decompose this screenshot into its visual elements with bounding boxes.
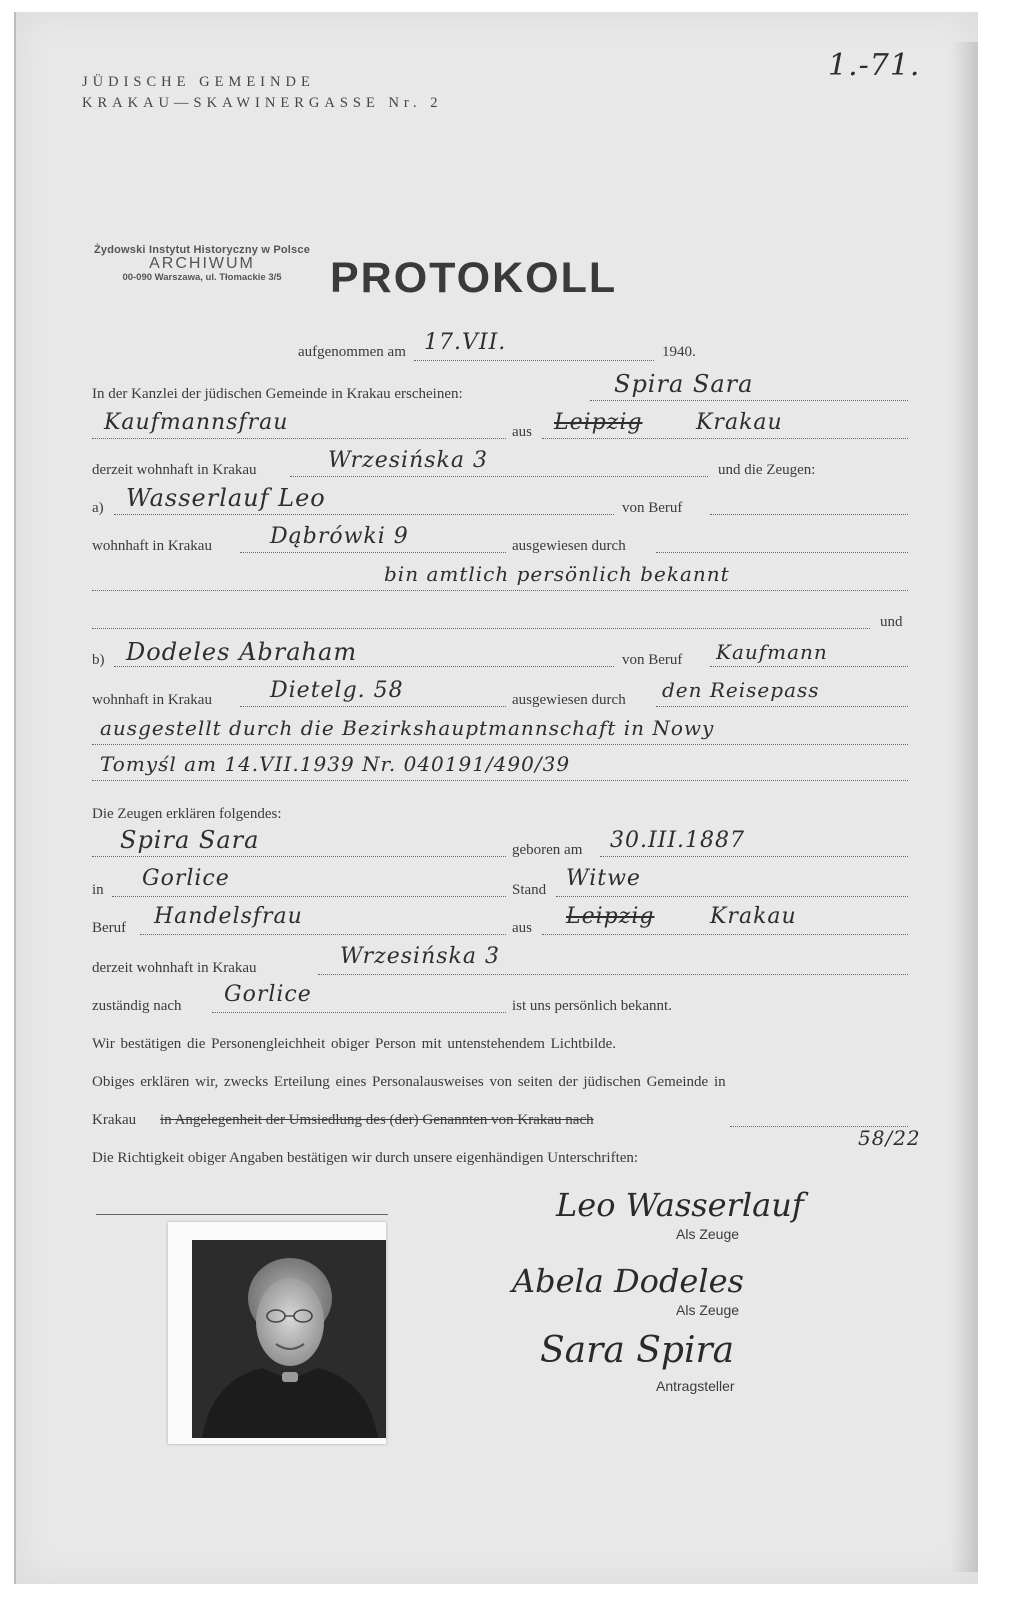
witness2-signature: Abela Dodeles	[512, 1262, 744, 1300]
applicant-from: Krakau	[696, 410, 783, 435]
birth-place-line	[112, 896, 506, 897]
erklaeren-label: Die Zeugen erklären folgendes:	[92, 806, 282, 822]
derzeit-label-2: derzeit wohnhaft in Krakau	[92, 960, 257, 976]
witness-b-id-line1-text: den Reisepass	[662, 678, 820, 702]
document-title: PROTOKOLL	[330, 254, 618, 302]
archive-stamp	[82, 244, 322, 283]
von-beruf-label-b: von Beruf	[622, 652, 683, 668]
kanzlei-label: In der Kanzlei der jüdischen Gemeinde in Krakau erscheinen:	[92, 386, 463, 402]
witness-b-occupation: Kaufmann	[716, 640, 828, 664]
und-label: und	[880, 614, 903, 630]
witness-a-id-line1	[656, 552, 908, 553]
derzeit-label: derzeit wohnhaft in Krakau	[92, 462, 257, 478]
witness-b-id-line2-text: ausgestellt durch die Bezirkshauptmannschaft in Nowy	[100, 716, 715, 740]
aus-label-2: aus	[512, 920, 532, 936]
witness-a-occupation-line	[710, 514, 908, 515]
person-address-line	[318, 974, 908, 975]
person-from: Krakau	[710, 904, 797, 929]
stamp-line3: 00-090 Warszawa, ul. Tłomackie 3/5	[122, 272, 282, 283]
witness-a-name: Wasserlauf Leo	[126, 484, 326, 512]
ausgewiesen-label-a: ausgewiesen durch	[512, 538, 626, 554]
witness-b-occupation-line	[710, 666, 908, 667]
aufgenommen-label: aufgenommen am	[298, 344, 406, 360]
krakau-label: Krakau	[92, 1112, 137, 1128]
zustaendig-line	[212, 1012, 506, 1013]
witness-b-address: Dietelg. 58	[270, 678, 404, 703]
from-line	[542, 438, 908, 439]
photo-signature-line	[96, 1214, 388, 1215]
von-beruf-label-a: von Beruf	[622, 500, 683, 516]
witness-a-id: bin amtlich persönlich bekannt	[384, 562, 730, 586]
applicant-address: Wrzesińska 3	[328, 448, 488, 473]
aus-label: aus	[512, 424, 532, 440]
ausgewiesen-label-b: ausgewiesen durch	[512, 692, 626, 708]
witness-b-name: Dodeles Abraham	[126, 638, 358, 666]
applicant-occupation: Kaufmannsfrau	[104, 410, 289, 435]
witness-a-marker: a)	[92, 500, 104, 516]
year-label: 1940.	[662, 344, 696, 360]
witness-b-address-line	[240, 706, 506, 707]
bekannt-label: ist uns persönlich bekannt.	[512, 998, 672, 1014]
stamp-line2: ARCHIWUM	[149, 255, 255, 272]
applicant-name: Spira Sara	[614, 370, 754, 398]
letterhead	[82, 72, 442, 114]
applicant-signature: Sara Spira	[540, 1330, 735, 1371]
number-mark: 58/22	[858, 1126, 921, 1150]
portrait-image	[192, 1240, 386, 1438]
applicant-from-struck: Leipzig	[554, 410, 643, 435]
person-occupation: Handelsfrau	[154, 904, 303, 929]
birth-place: Gorlice	[142, 866, 230, 891]
top-mark: 1.-71.	[828, 48, 921, 83]
birth-date-line	[600, 856, 908, 857]
date-value: 17.VII.	[424, 330, 507, 355]
in-label: in	[92, 882, 104, 898]
witness-a-address-line	[240, 552, 506, 553]
stamp-line1: Żydowski Instytut Historyczny w Polsce	[93, 244, 311, 256]
beruf-label: Beruf	[92, 920, 127, 936]
witness1-signature: Leo Wasserlauf	[556, 1186, 804, 1224]
als-zeuge-label-1: Als Zeuge	[676, 1226, 740, 1242]
portrait-photo	[192, 1240, 386, 1438]
person-occupation-line	[140, 934, 506, 935]
bestaetigen-text: Wir bestätigen die Personengleichheit obiger Person mit untenstehendem Lichtbilde.	[92, 1036, 617, 1052]
antragsteller-label: Antragsteller	[656, 1378, 735, 1394]
occupation-line	[92, 438, 506, 439]
stand-line	[556, 896, 908, 897]
geboren-label: geboren am	[512, 842, 583, 858]
witness-b-marker: b)	[92, 652, 105, 668]
wohnhaft-label-b: wohnhaft in Krakau	[92, 692, 212, 708]
page-shadow	[950, 42, 978, 1572]
und-line	[92, 628, 870, 629]
richtigkeit-text: Die Richtigkeit obiger Angaben bestätigen wir durch unsere eigenhändigen Unterschriften:	[92, 1150, 639, 1166]
witness-a-address: Dąbrówki 9	[270, 524, 409, 549]
struck-umsiedlung-text: in Angelegenheit der Umsiedlung des (der) Genannten von Krakau nach	[160, 1112, 594, 1128]
letterhead-line1: JÜDISCHE GEMEINDE	[82, 74, 315, 90]
zustaendig-label: zuständig nach	[92, 998, 182, 1014]
witness-b-name-line	[114, 666, 614, 667]
witness-b-id-line3-text: Tomyśl am 14.VII.1939 Nr. 040191/490/39	[100, 752, 571, 776]
person-name: Spira Sara	[120, 826, 260, 854]
applicant-name-line	[590, 400, 908, 401]
person-from-struck: Leipzig	[566, 904, 655, 929]
zustaendig-value: Gorlice	[224, 982, 312, 1007]
zeugen-label: und die Zeugen:	[718, 462, 816, 478]
person-from-line	[542, 934, 908, 935]
witness-b-id-line2	[92, 744, 908, 745]
address-line	[290, 476, 708, 477]
witness-b-id-line1	[656, 706, 908, 707]
stand-label: Stand	[512, 882, 547, 898]
als-zeuge-label-2: Als Zeuge	[676, 1302, 740, 1318]
date-line	[414, 360, 654, 361]
birth-date: 30.III.1887	[610, 828, 746, 853]
stand-value: Witwe	[566, 866, 641, 891]
person-address: Wrzesińska 3	[340, 944, 500, 969]
person-name-line	[92, 856, 506, 857]
wohnhaft-label-a: wohnhaft in Krakau	[92, 538, 212, 554]
obiges-text: Obiges erklären wir, zwecks Erteilung eines Personalausweises von seiten der jüdischen Gemeinde in	[92, 1074, 726, 1090]
witness-a-name-line	[114, 514, 614, 515]
letterhead-line2: KRAKAU—SKAWINERGASSE Nr. 2	[82, 95, 443, 111]
witness-b-id-line3	[92, 780, 908, 781]
witness-a-id-line2	[92, 590, 908, 591]
